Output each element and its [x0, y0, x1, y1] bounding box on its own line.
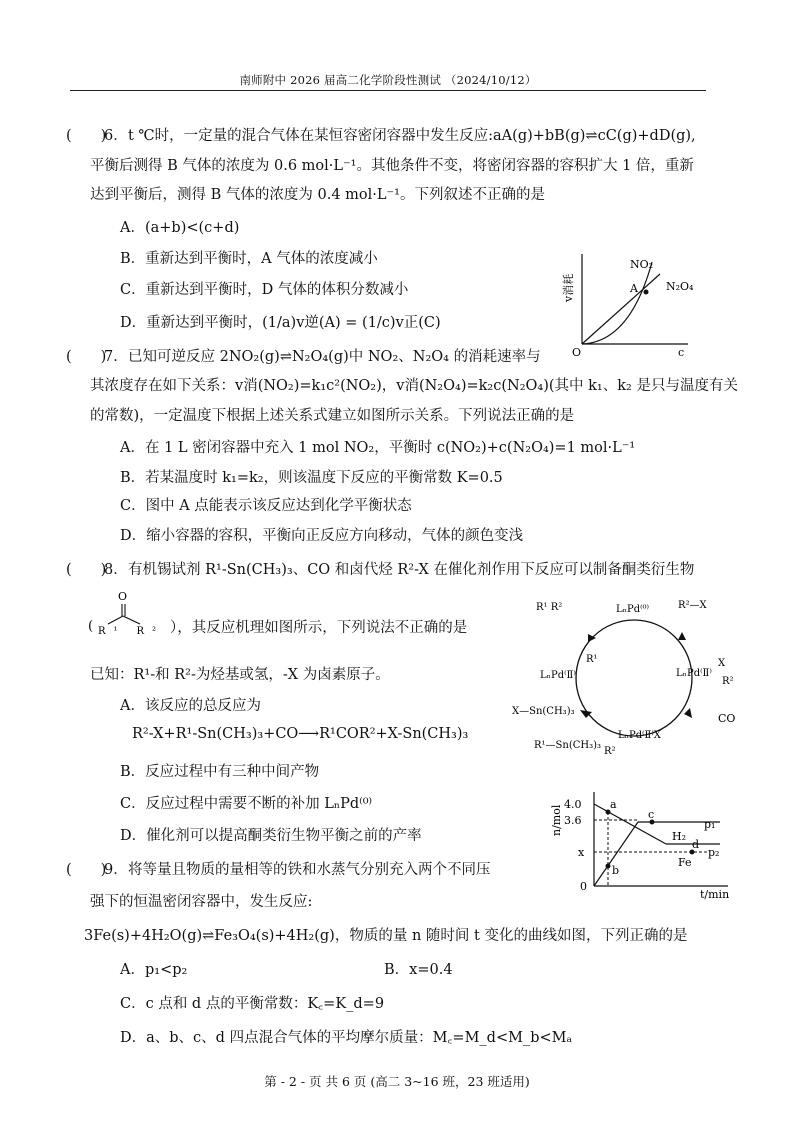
q8-option-d: D．催化剂可以提高酮类衍生物平衡之前的产率 — [120, 828, 422, 844]
q7-x-label: c — [678, 346, 685, 359]
q8-option-b: B．反应过程中有三种中间产物 — [120, 764, 320, 780]
q9-point-a: a — [610, 798, 617, 811]
q8-option-c: C．反应过程中需要不断的补加 LₙPd⁽⁰⁾ — [120, 796, 373, 812]
r1sn-label: R¹—Sn(CH₃)₃ — [534, 740, 602, 751]
q9-option-b: B．x=0.4 — [384, 962, 453, 978]
svg-text:(: ( — [88, 619, 94, 634]
q9-point-d: d — [692, 838, 700, 851]
ketone-product: R¹ R² — [536, 602, 563, 613]
q9-tick-0: 0 — [580, 880, 587, 893]
q8-line-3: 已知：R¹-和 R²-为烃基或氢，-X 为卤素原子。 — [90, 667, 390, 683]
q6-line-3: 达到平衡后，测得 B 气体的浓度为 0.4 mol·L⁻¹。下列叙述不正确的是 — [90, 187, 545, 203]
q9-line-1: 将等量且物质的量相等的铁和水蒸气分别充入两个不同压 — [128, 862, 491, 878]
int1-label: LₙPd⁽Ⅱ⁾ — [676, 668, 712, 679]
q6-option-a: A．(a+b)<(c+d) — [120, 220, 240, 236]
ketone-structure — [88, 586, 168, 638]
q6-option-d-formula: (1/a)v逆(A) = (1/c)v正(C) — [262, 315, 441, 331]
q7-line-2: 其浓度存在如下关系：v消(NO₂)=k₁c²(NO₂)，v消(N₂O₄)=k₂c(N₂O₄)(其中 k₁、k₂ 是只与温度有关 — [90, 378, 738, 394]
q9-number: 9． — [104, 862, 128, 878]
q9-amount-graph — [548, 790, 738, 900]
q7-option-c: C．图中 A 点能表示该反应达到化学平衡状态 — [120, 498, 412, 514]
q6-option-b: B．重新达到平衡时，A 气体的浓度减小 — [120, 251, 378, 267]
q9-option-c: C．c 点和 d 点的平衡常数：K꜀=K_d=9 — [120, 996, 385, 1012]
q9-tick-4: 4.0 — [564, 798, 582, 811]
answer-paren-7: ( ) — [66, 349, 107, 365]
q9-label-p1: p₁ — [704, 818, 716, 831]
q7-line-1: 已知可逆反应 2NO₂(g)⇌N₂O₄(g)中 NO₂、N₂O₄ 的消耗速率与 — [128, 349, 541, 365]
q6-option-d — [120, 311, 441, 332]
int2-label: LₙPd⁽Ⅱ⁾X — [618, 730, 661, 741]
q6-line-2: 平衡后测得 B 气体的浓度为 0.6 mol·L⁻¹。其他条件不变，将密闭容器的容积扩大 1 倍，重新 — [90, 158, 694, 174]
q9-line-2: 强下的恒温密闭容器中，发生反应: — [90, 894, 313, 910]
q9-label-p2: p₂ — [708, 846, 720, 859]
q9-tick-x: x — [578, 846, 585, 859]
answer-paren-9: ( ) — [66, 862, 107, 878]
q7-option-d: D．缩小容器的容积，平衡向正反应方向移动，气体的颜色变浅 — [120, 528, 524, 544]
int3-r1: R¹ — [586, 654, 598, 665]
int1-x: X — [718, 658, 726, 669]
q8-line-2: ），其反应机理如图所示，下列说法不正确的是 — [170, 620, 468, 636]
cycle-arrow-2 — [684, 708, 692, 718]
q6-option-d-prefix: D．重新达到平衡时， — [120, 315, 263, 331]
q8-option-a: A．该反应的总反应为 — [120, 698, 261, 714]
q7-number: 7． — [104, 349, 128, 365]
pd0-label: LₙPd⁽⁰⁾ — [616, 604, 650, 615]
q9-line-3: 3Fe(s)+4H₂O(g)⇌Fe₃O₄(s)+4H₂(g)，物质的量 n 随时间 t 变化的曲线如图，下列正确的是 — [84, 928, 688, 944]
q9-point-b: b — [612, 864, 620, 877]
q9-tick-3-6: 3.6 — [564, 814, 582, 827]
q9-label-fe: Fe — [678, 856, 692, 869]
int1-r2: R² — [722, 676, 734, 687]
page-header: 南师附中 2026 届高二化学阶段性测试 （2024/10/12） — [70, 72, 706, 91]
q8-catalytic-cycle — [506, 588, 756, 768]
q7-option-a: A．在 1 L 密闭容器中充入 1 mol NO₂，平衡时 c(NO₂)+c(N₂O₄)=1 mol·L⁻¹ — [120, 440, 636, 456]
q9-x-label: t/min — [700, 888, 730, 900]
int3-label: LₙPd⁽Ⅱ⁾ — [540, 670, 576, 681]
q7-point-a-marker — [644, 290, 649, 295]
cycle-arrow-1 — [678, 632, 686, 640]
xsn-label: X—Sn(CH₃)₃ — [512, 706, 575, 717]
q9-fe-p1 — [594, 804, 666, 844]
q8-option-a-equation: R²-X+R¹-Sn(CH₃)₃+CO⟶R¹COR²+X-Sn(CH₃)₃ — [132, 726, 469, 742]
q9-point-c: c — [648, 808, 655, 821]
answer-paren-6: ( ) — [66, 128, 107, 144]
answer-paren-8: ( ) — [66, 562, 107, 578]
r2x-label: R²—X — [678, 600, 707, 611]
q9-option-a: A．p₁<p₂ — [120, 962, 188, 978]
co-label: CO — [718, 712, 736, 725]
q8-number: 8． — [104, 562, 128, 578]
int2-r2: R² — [604, 746, 616, 757]
q6-line-1: t ℃时，一定量的混合气体在某恒容密闭容器中发生反应:aA(g)+bB(g)⇌cC(g)+dD(g), — [128, 128, 696, 144]
q7-rate-graph — [560, 252, 710, 362]
q7-label-no2: NO₂ — [630, 258, 654, 271]
svg-text:O: O — [118, 590, 128, 603]
q7-curve-n2o4 — [582, 274, 660, 344]
q7-y-label: v消耗 — [562, 273, 575, 302]
page-footer: 第 - 2 - 页 共 6 页 (高二 3~16 班，23 班适用) — [264, 1074, 530, 1089]
q9-label-h2: H₂ — [672, 830, 687, 843]
q9-option-d: D．a、b、c、d 四点混合气体的平均摩尔质量：M꜀=M_d<M_b<Mₐ — [120, 1030, 573, 1046]
q7-option-b: B．若某温度时 k₁=k₂，则该温度下反应的平衡常数 K=0.5 — [120, 470, 503, 486]
ketone-labels: R¹ R² — [98, 626, 156, 637]
q8-line-1: 有机锡试剂 R¹-Sn(CH₃)₃、CO 和卤代烃 R²-X 在催化剂作用下反应可以制备酮类衍生物 — [128, 562, 695, 578]
q7-curve-no2 — [582, 262, 652, 344]
q9-y-label: n/mol — [550, 804, 563, 836]
q6-number: 6． — [104, 128, 128, 144]
q7-label-n2o4: N₂O₄ — [666, 280, 694, 293]
q7-origin: O — [572, 346, 582, 359]
q7-point-a: A — [630, 282, 638, 295]
q6-option-c: C．重新达到平衡时，D 气体的体积分数减小 — [120, 282, 409, 298]
q7-line-3: 的常数)，一定温度下根据上述关系式建立如图所示关系。下列说法正确的是 — [90, 408, 575, 424]
q9-point-b-marker — [606, 864, 611, 869]
